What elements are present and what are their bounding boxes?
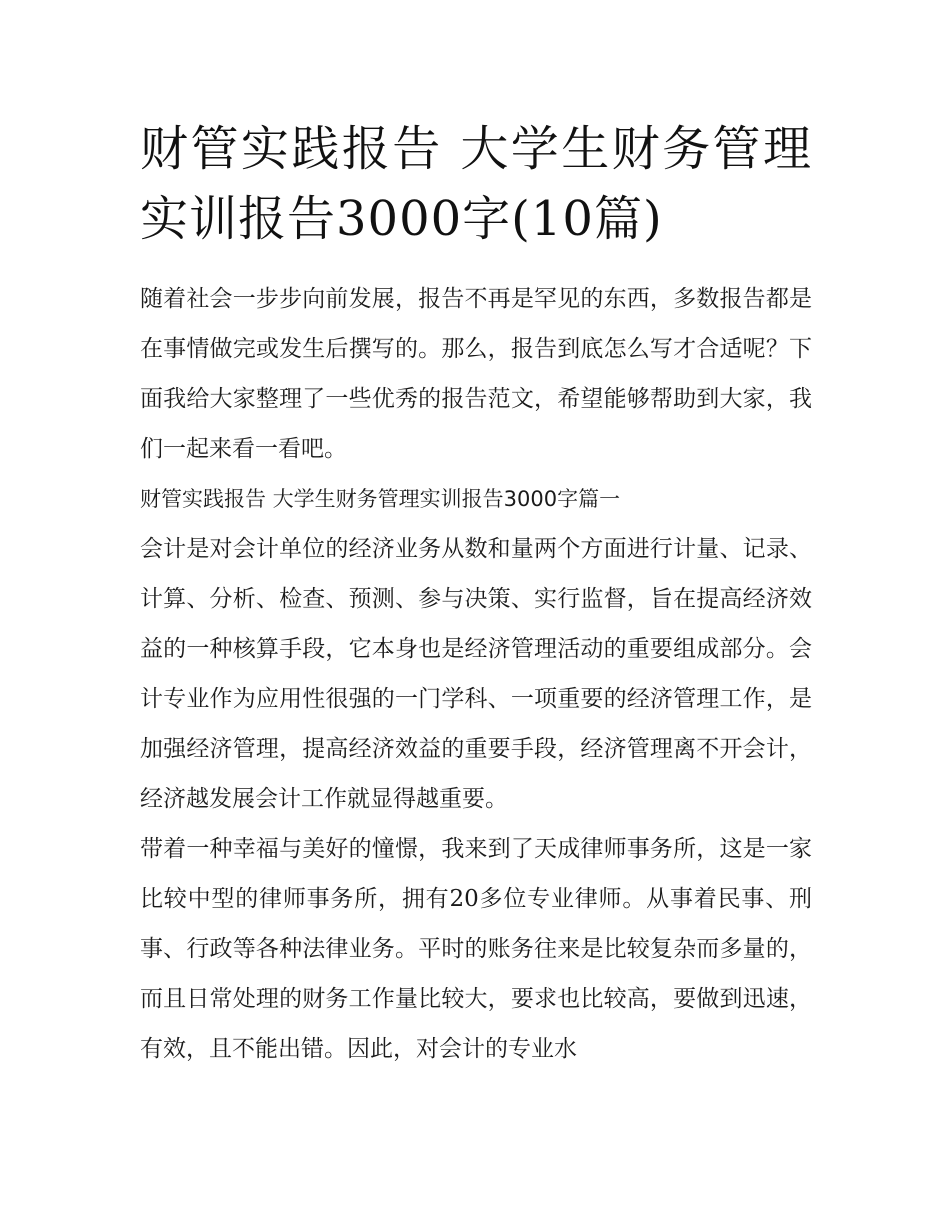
document-title: 财管实践报告 大学生财务管理实训报告3000字(10篇) — [140, 121, 812, 247]
document-body — [140, 114, 812, 1074]
body-paragraph-2: 带着一种幸福与美好的憧憬，我来到了天成律师事务所，这是一家比较中型的律师事务所，拥有20多位专业律师。从事着民事、刑事、行政等各种法律业务。平时的账务往来是比较复杂而多量的，而且日常处理的财务工作量比较大，要求也比较高，要做到迅速，有效，且不能出错。因此，对会计的专业水 — [140, 836, 812, 1062]
body-paragraph-1: 会计是对会计单位的经济业务从数和量两个方面进行计量、记录、计算、分析、检查、预测、参与决策、实行监督，旨在提高经济效益的一种核算手段，它本身也是经济管理活动的重要组成部分。会计专业作为应用性很强的一门学科、一项重要的经济管理工作，是加强经济管理，提高经济效益的重要手段，经济管理离不开会计，经济越发展会计工作就显得越重要。 — [140, 536, 812, 812]
intro-paragraph: 随着社会一步步向前发展，报告不再是罕见的东西，多数报告都是在事情做完或发生后撰写的。那么，报告到底怎么写才合适呢？下面我给大家整理了一些优秀的报告范文，希望能够帮助到大家，我们一起来看一看吧。 — [140, 286, 812, 462]
section-heading: 财管实践报告 大学生财务管理实训报告3000字篇一 — [140, 487, 621, 511]
